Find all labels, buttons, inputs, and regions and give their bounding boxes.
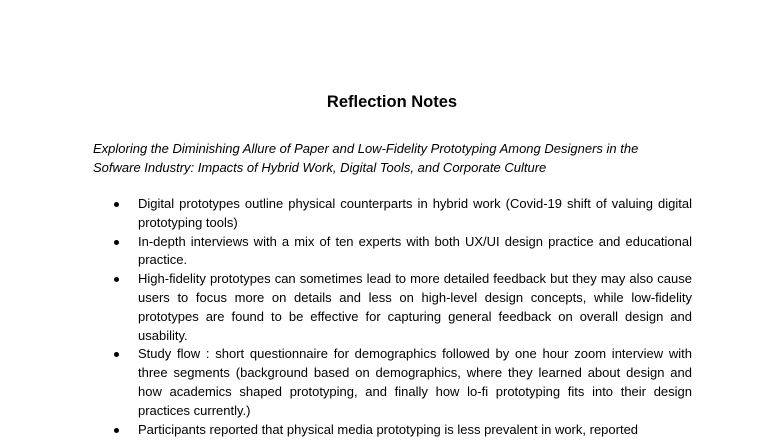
list-item-text: In-depth interviews with a mix of ten experts with both UX/UI design practice and educational practice. [138,233,692,268]
document-subtitle [93,139,703,177]
list-item-text: Participants reported that physical media prototyping is less prevalent in work, reported [138,421,639,437]
bullet-list [110,195,692,439]
list-item [110,421,692,440]
list-item-text: High-fidelity prototypes can sometimes lead to more detailed feedback but they may also cause users to focus more on details and less on high-level design concepts, while low-fidelity prototypes are found to be effective for capturing general feedback on overall design and usability. [138,271,692,343]
list-item [110,270,692,345]
list-item-text: Digital prototypes outline physical counterparts in hybrid work (Covid-19 shift of valuing digital prototyping tools) [138,196,692,230]
list-item [110,233,692,271]
subtitle-line-2: Sofware Industry: Impacts of Hybrid Work, Digital Tools, and Corporate Culture [93,160,547,175]
list-item [110,195,692,233]
bullet-icon [114,277,119,282]
list-item [110,345,692,420]
bullet-icon [114,202,119,207]
list-item-text: Study flow : short questionnaire for demographics followed by one hour zoom interview with three segments (background based on demographics, where they learned about design and how academics shaped prototyping, and finally how lo-fi prototyping fits into their design practices currently.) [138,346,692,418]
subtitle-line-1: Exploring the Diminishing Allure of Paper and Low-Fidelity Prototyping Among Designers in the [93,141,639,156]
page-title: Reflection Notes [326,93,458,111]
bullet-icon [114,240,119,245]
bullet-icon [114,428,119,433]
bullet-icon [114,352,119,357]
